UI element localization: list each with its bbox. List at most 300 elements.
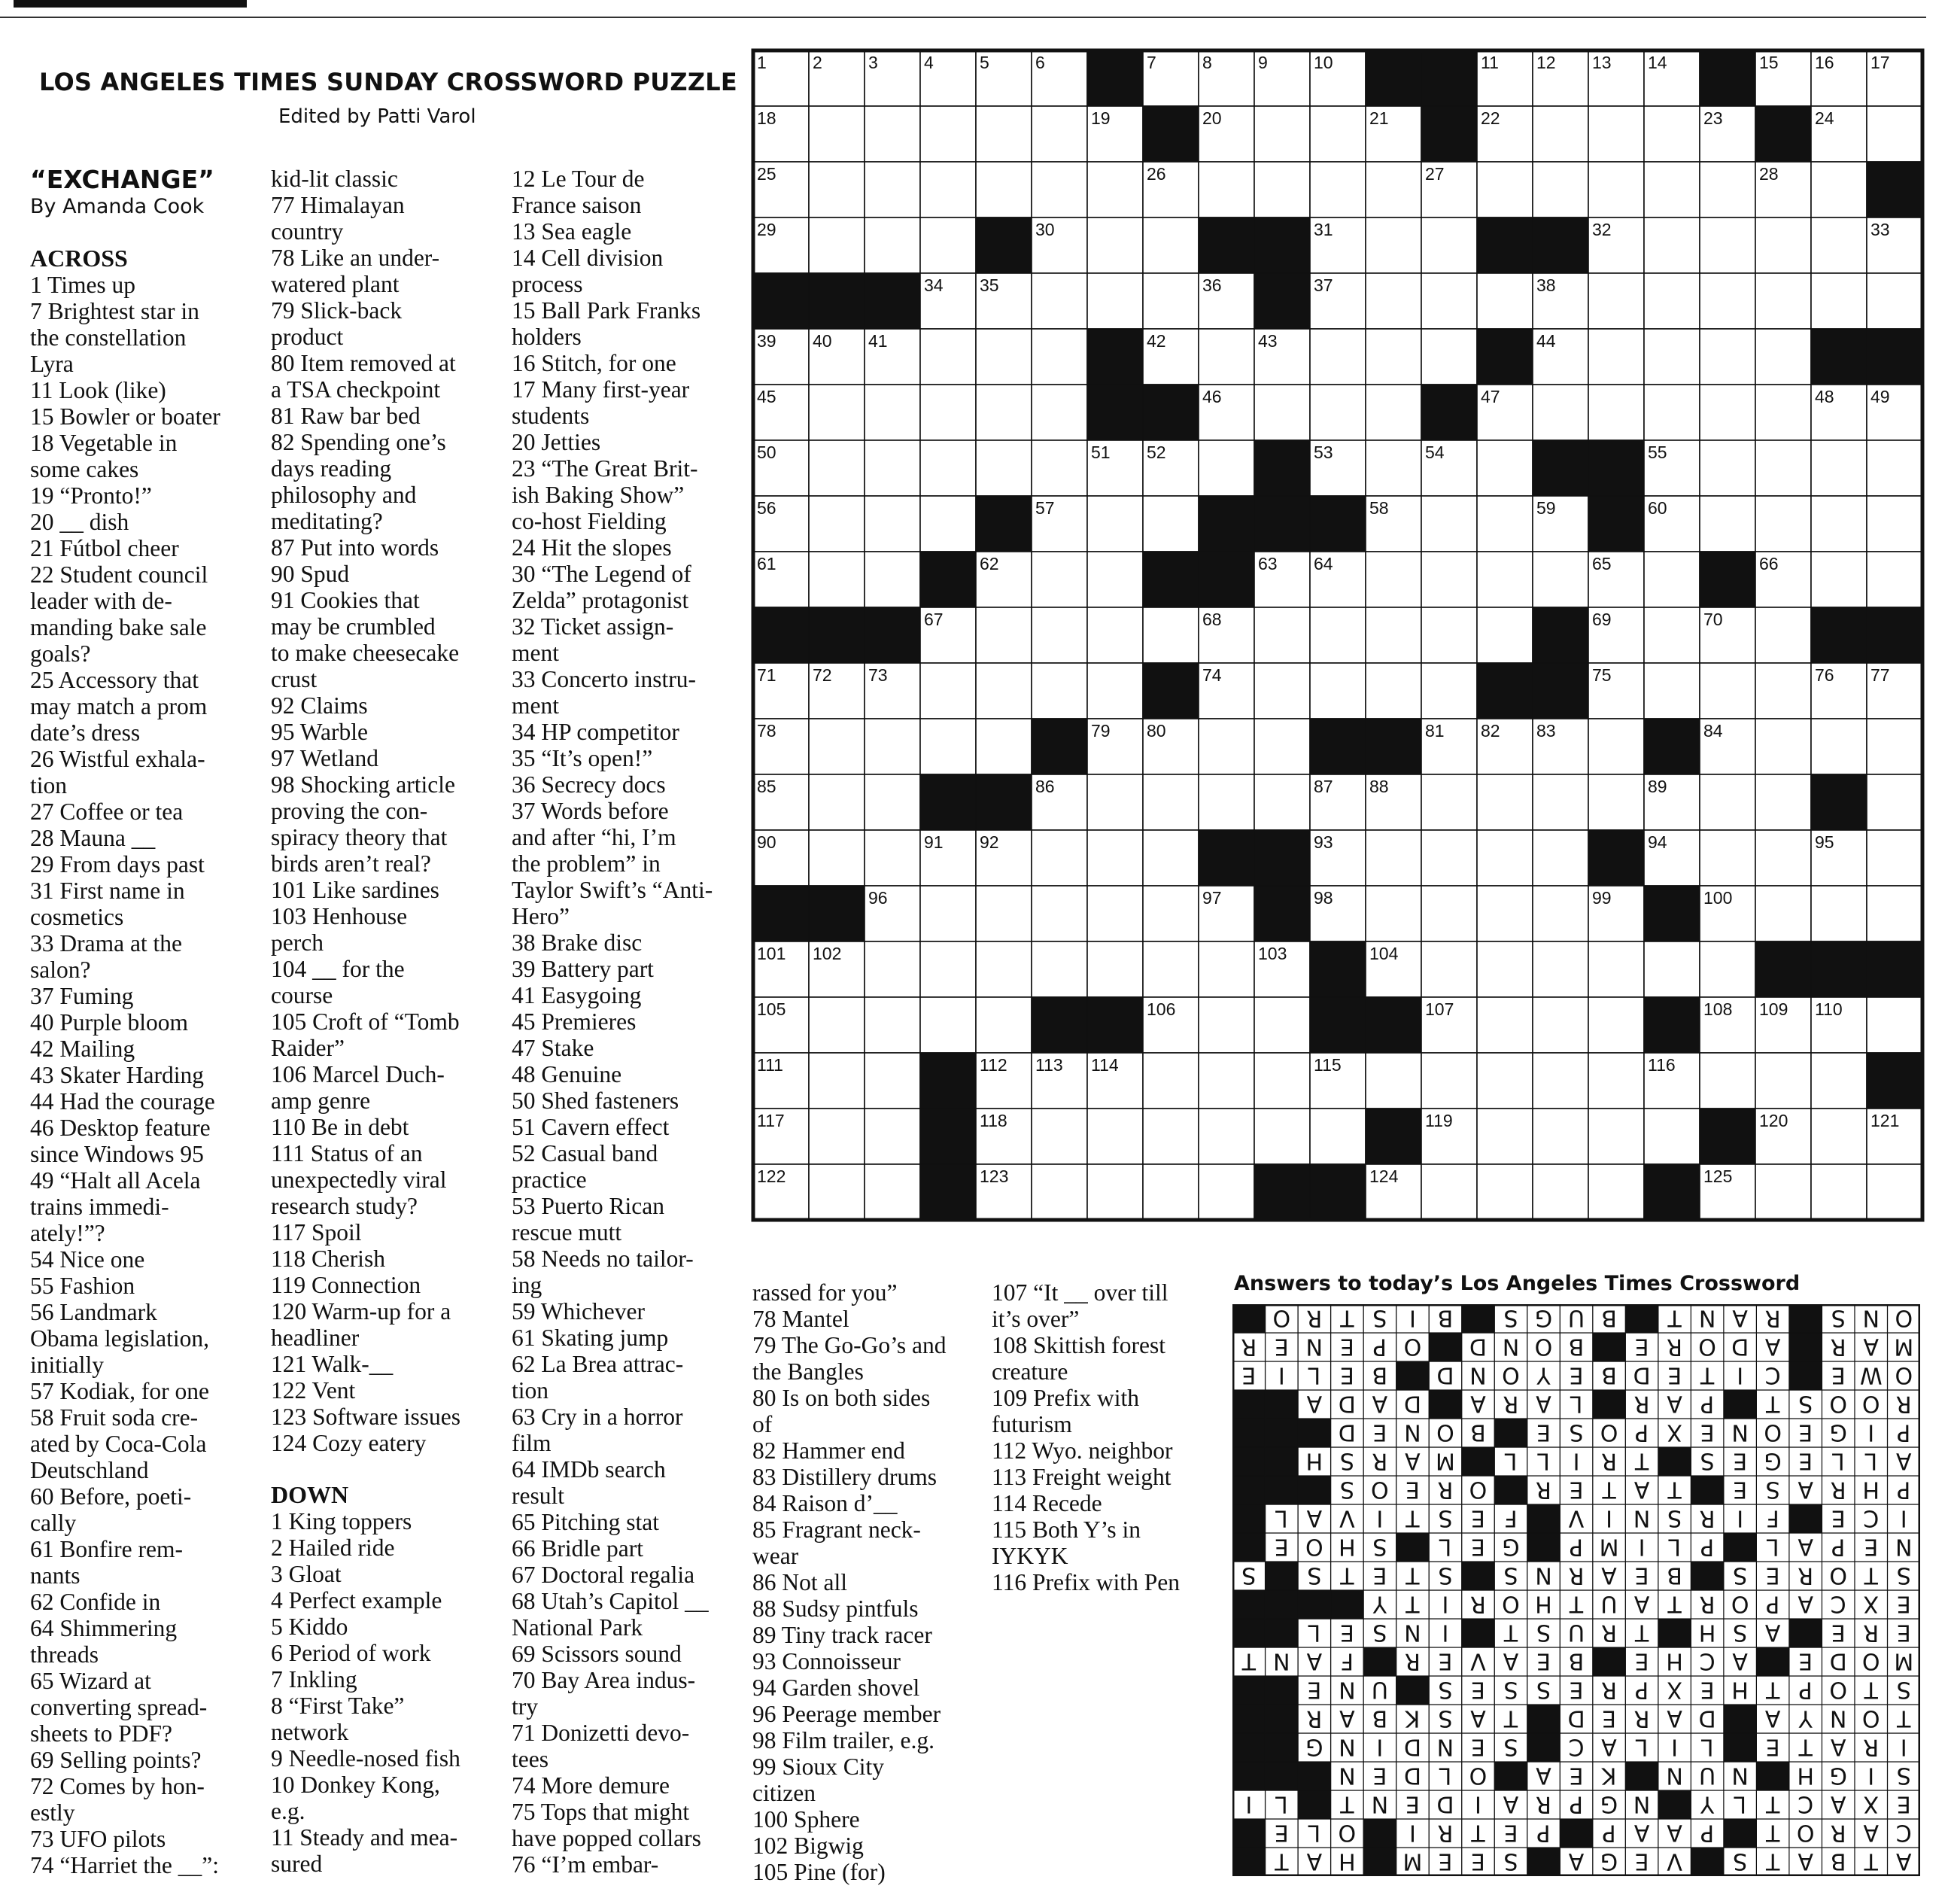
grid-cell[interactable] <box>1143 607 1199 663</box>
grid-cell[interactable] <box>1199 440 1254 496</box>
grid-cell[interactable] <box>1700 385 1755 440</box>
grid-cell[interactable] <box>1755 607 1811 663</box>
grid-cell[interactable] <box>1143 217 1199 273</box>
grid-cell[interactable] <box>1811 496 1867 552</box>
grid-cell[interactable] <box>1421 329 1477 385</box>
cell-number: 123 <box>980 1166 1009 1186</box>
grid-cell[interactable] <box>1533 1109 1588 1164</box>
grid-cell[interactable] <box>920 663 976 719</box>
grid-cell[interactable] <box>1700 217 1755 273</box>
grid-cell[interactable] <box>1700 496 1755 552</box>
grid-cell[interactable] <box>865 385 920 440</box>
grid-cell[interactable] <box>976 385 1032 440</box>
answer-letter: O <box>1698 1333 1716 1360</box>
grid-cell[interactable] <box>809 496 865 552</box>
answer-letter: U <box>1699 1762 1716 1789</box>
grid-cell[interactable] <box>1477 886 1533 941</box>
grid-cell[interactable] <box>1477 162 1533 217</box>
grid-cell[interactable] <box>1143 1109 1199 1164</box>
grid-cell[interactable] <box>1588 997 1644 1053</box>
answer-block <box>1724 1390 1757 1419</box>
grid-cell[interactable] <box>1867 886 1922 941</box>
grid-cell[interactable] <box>1366 1053 1421 1109</box>
grid-cell[interactable] <box>1087 496 1143 552</box>
grid-cell[interactable] <box>1366 162 1421 217</box>
grid-cell[interactable] <box>1588 162 1644 217</box>
clue-line: futurism <box>992 1411 1072 1437</box>
grid-cell[interactable] <box>1533 1053 1588 1109</box>
grid-cell[interactable] <box>1700 273 1755 329</box>
grid-cell[interactable] <box>1477 997 1533 1053</box>
grid-cell[interactable] <box>1366 440 1421 496</box>
grid-cell[interactable] <box>1421 663 1477 719</box>
grid-cell[interactable] <box>1366 607 1421 663</box>
grid-cell[interactable] <box>1755 440 1811 496</box>
grid-cell[interactable] <box>1867 1164 1922 1220</box>
answer-letter: P <box>1635 1676 1649 1703</box>
grid-cell[interactable] <box>1867 496 1922 552</box>
grid-cell[interactable] <box>809 552 865 607</box>
grid-cell[interactable] <box>1700 830 1755 886</box>
grid-cell[interactable] <box>1588 106 1644 162</box>
grid-cell[interactable] <box>976 663 1032 719</box>
grid-cell[interactable] <box>920 440 976 496</box>
grid-cell[interactable] <box>1700 440 1755 496</box>
grid-cell[interactable] <box>1087 830 1143 886</box>
grid-cell[interactable] <box>1867 106 1922 162</box>
grid-cell[interactable] <box>920 941 976 997</box>
grid-cell[interactable] <box>1533 162 1588 217</box>
grid-cell[interactable] <box>1533 830 1588 886</box>
grid-cell[interactable] <box>1867 774 1922 830</box>
grid-cell[interactable] <box>920 217 976 273</box>
grid-cell[interactable] <box>1588 1164 1644 1220</box>
grid-cell[interactable] <box>1087 273 1143 329</box>
grid-cell[interactable] <box>1421 496 1477 552</box>
grid-cell[interactable] <box>1032 329 1087 385</box>
grid-cell[interactable] <box>1700 941 1755 997</box>
answer-letter: A <box>1306 1504 1323 1531</box>
grid-cell[interactable] <box>1700 663 1755 719</box>
grid-cell[interactable] <box>1254 607 1310 663</box>
grid-cell[interactable] <box>1032 273 1087 329</box>
crossword-grid[interactable] <box>751 48 1925 1252</box>
grid-cell[interactable] <box>1533 997 1588 1053</box>
answer-letter: O <box>1305 1533 1323 1560</box>
grid-cell[interactable] <box>976 607 1032 663</box>
grid-cell[interactable] <box>1087 1109 1143 1164</box>
grid-cell[interactable] <box>865 941 920 997</box>
grid-cell[interactable] <box>1032 663 1087 719</box>
grid-cell[interactable] <box>1477 1053 1533 1109</box>
cell-number: 70 <box>1703 610 1723 629</box>
answer-letter: A <box>1633 1590 1650 1617</box>
grid-cell[interactable] <box>1366 886 1421 941</box>
grid-cell[interactable] <box>1533 1164 1588 1220</box>
clue-column-4 <box>752 1279 989 1885</box>
crossword-grid-svg[interactable] <box>751 48 1925 1222</box>
grid-cell[interactable] <box>1421 830 1477 886</box>
grid-cell[interactable] <box>809 1109 865 1164</box>
grid-cell[interactable] <box>1421 217 1477 273</box>
answer-letter: A <box>1798 1848 1813 1875</box>
answer-letter: N <box>1339 1676 1356 1703</box>
grid-cell[interactable] <box>1533 886 1588 941</box>
grid-cell[interactable] <box>1199 1053 1254 1109</box>
grid-cell[interactable] <box>1811 552 1867 607</box>
grid-cell[interactable] <box>976 719 1032 774</box>
grid-cell[interactable] <box>1421 941 1477 997</box>
grid-cell[interactable] <box>809 774 865 830</box>
grid-cell[interactable] <box>1755 663 1811 719</box>
grid-cell[interactable] <box>1143 1164 1199 1220</box>
grid-cell[interactable] <box>1310 385 1366 440</box>
grid-cell[interactable] <box>1477 273 1533 329</box>
answer-letter: X <box>1667 1676 1682 1703</box>
grid-cell[interactable] <box>1421 774 1477 830</box>
grid-cell[interactable] <box>865 496 920 552</box>
grid-cell[interactable] <box>1755 273 1811 329</box>
grid-cell[interactable] <box>1644 273 1700 329</box>
grid-cell[interactable] <box>1199 719 1254 774</box>
grid-cell[interactable] <box>1032 607 1087 663</box>
grid-cell[interactable] <box>1755 774 1811 830</box>
grid-cell[interactable] <box>1588 1109 1644 1164</box>
grid-cell[interactable] <box>1254 774 1310 830</box>
grid-cell[interactable] <box>865 1164 920 1220</box>
grid-cell[interactable] <box>1477 496 1533 552</box>
grid-cell[interactable] <box>1811 886 1867 941</box>
grid-cell[interactable] <box>920 106 976 162</box>
grid-cell[interactable] <box>1811 1164 1867 1220</box>
answer-block <box>1232 1619 1266 1647</box>
answer-letter: P <box>1569 1533 1584 1560</box>
grid-block <box>1254 217 1310 273</box>
grid-cell[interactable] <box>920 496 976 552</box>
grid-cell[interactable] <box>1087 941 1143 997</box>
cell-number: 8 <box>1202 53 1212 72</box>
grid-cell[interactable] <box>1087 663 1143 719</box>
grid-cell[interactable] <box>1254 997 1310 1053</box>
grid-cell[interactable] <box>1087 774 1143 830</box>
grid-cell[interactable] <box>1254 162 1310 217</box>
cell-number: 101 <box>757 944 786 963</box>
grid-cell[interactable] <box>1032 941 1087 997</box>
grid-cell[interactable] <box>1755 719 1811 774</box>
grid-cell[interactable] <box>809 1053 865 1109</box>
grid-cell[interactable] <box>1811 440 1867 496</box>
answer-letter: C <box>1830 1590 1846 1617</box>
grid-cell[interactable] <box>1644 1109 1700 1164</box>
grid-cell[interactable] <box>865 719 920 774</box>
clue-line: students <box>512 403 590 429</box>
cell-number: 108 <box>1703 999 1733 1019</box>
grid-cell[interactable] <box>809 830 865 886</box>
grid-cell[interactable] <box>1254 663 1310 719</box>
grid-cell[interactable] <box>865 1053 920 1109</box>
grid-cell[interactable] <box>1032 1109 1087 1164</box>
grid-cell[interactable] <box>1254 719 1310 774</box>
grid-block <box>1588 440 1644 496</box>
grid-cell[interactable] <box>1310 329 1366 385</box>
grid-cell[interactable] <box>809 719 865 774</box>
grid-cell[interactable] <box>1254 106 1310 162</box>
grid-cell[interactable] <box>1867 440 1922 496</box>
cell-number: 124 <box>1369 1166 1399 1186</box>
grid-cell[interactable] <box>1421 607 1477 663</box>
grid-cell[interactable] <box>1032 162 1087 217</box>
grid-cell[interactable] <box>1366 663 1421 719</box>
cell-number: 117 <box>757 1111 785 1130</box>
answer-letter: E <box>1372 1419 1387 1446</box>
grid-cell[interactable] <box>1588 719 1644 774</box>
grid-block <box>920 774 976 830</box>
grid-cell[interactable] <box>976 440 1032 496</box>
grid-cell[interactable] <box>1366 552 1421 607</box>
grid-cell[interactable] <box>1644 607 1700 663</box>
grid-cell[interactable] <box>1143 774 1199 830</box>
grid-cell[interactable] <box>1366 830 1421 886</box>
grid-cell[interactable] <box>1811 1053 1867 1109</box>
puzzle-editor: Edited by Patti Varol <box>278 105 476 128</box>
grid-cell[interactable] <box>1199 1164 1254 1220</box>
grid-cell[interactable] <box>865 440 920 496</box>
grid-cell[interactable] <box>1588 774 1644 830</box>
grid-cell[interactable] <box>1533 106 1588 162</box>
grid-cell[interactable] <box>1755 496 1811 552</box>
grid-cell[interactable] <box>1755 329 1811 385</box>
grid-cell[interactable] <box>1143 886 1199 941</box>
grid-cell[interactable] <box>1644 217 1700 273</box>
grid-cell[interactable] <box>1143 496 1199 552</box>
answer-block <box>1266 1447 1299 1476</box>
grid-cell[interactable] <box>1588 941 1644 997</box>
grid-cell[interactable] <box>1867 830 1922 886</box>
grid-cell[interactable] <box>1700 774 1755 830</box>
grid-cell[interactable] <box>1477 1109 1533 1164</box>
grid-cell[interactable] <box>809 162 865 217</box>
grid-cell[interactable] <box>1755 886 1811 941</box>
clue-line: 83 Distillery drums <box>752 1464 937 1490</box>
grid-cell[interactable] <box>1867 552 1922 607</box>
grid-cell[interactable] <box>1087 552 1143 607</box>
answer-letter: C <box>1568 1733 1585 1760</box>
grid-cell[interactable] <box>865 162 920 217</box>
grid-cell[interactable] <box>865 106 920 162</box>
clue-line: 82 Hammer end <box>752 1437 905 1464</box>
grid-cell[interactable] <box>1087 162 1143 217</box>
grid-cell[interactable] <box>1644 552 1700 607</box>
answer-letter: I <box>1737 1504 1744 1531</box>
answer-letter: A <box>1372 1390 1388 1417</box>
grid-cell[interactable] <box>1811 217 1867 273</box>
grid-cell[interactable] <box>809 385 865 440</box>
clue-line: citizen <box>752 1780 816 1806</box>
grid-cell[interactable] <box>1755 385 1811 440</box>
grid-cell[interactable] <box>920 997 976 1053</box>
grid-cell[interactable] <box>865 217 920 273</box>
grid-cell[interactable] <box>1811 719 1867 774</box>
grid-cell[interactable] <box>1588 273 1644 329</box>
grid-cell[interactable] <box>809 217 865 273</box>
grid-cell[interactable] <box>1310 1109 1366 1164</box>
grid-cell[interactable] <box>1477 774 1533 830</box>
answer-letter: O <box>1861 1705 1880 1732</box>
grid-cell[interactable] <box>1477 552 1533 607</box>
grid-cell[interactable] <box>1644 941 1700 997</box>
grid-cell[interactable] <box>1032 106 1087 162</box>
grid-cell[interactable] <box>1533 552 1588 607</box>
grid-cell[interactable] <box>1644 329 1700 385</box>
grid-cell[interactable] <box>1254 1053 1310 1109</box>
grid-block <box>1644 1164 1700 1220</box>
grid-cell[interactable] <box>1477 830 1533 886</box>
grid-cell[interactable] <box>1644 106 1700 162</box>
grid-cell[interactable] <box>976 941 1032 997</box>
grid-cell[interactable] <box>1366 217 1421 273</box>
cell-number: 55 <box>1648 443 1667 462</box>
grid-cell[interactable] <box>1032 830 1087 886</box>
grid-cell[interactable] <box>1755 830 1811 886</box>
grid-block <box>1310 496 1366 552</box>
clue-line: ish Baking Show” <box>512 482 685 508</box>
clue-line: 72 Comes by hon- <box>30 1773 205 1799</box>
grid-cell[interactable] <box>1755 217 1811 273</box>
grid-cell[interactable] <box>865 997 920 1053</box>
grid-cell[interactable] <box>1032 1164 1087 1220</box>
answer-letter: E <box>1569 1361 1584 1388</box>
grid-cell[interactable] <box>865 774 920 830</box>
grid-cell[interactable] <box>1366 273 1421 329</box>
grid-cell[interactable] <box>920 719 976 774</box>
grid-cell[interactable] <box>865 552 920 607</box>
answer-letter: S <box>1438 1504 1453 1531</box>
grid-cell[interactable] <box>976 886 1032 941</box>
grid-cell[interactable] <box>976 106 1032 162</box>
grid-cell[interactable] <box>1644 162 1700 217</box>
grid-cell[interactable] <box>865 830 920 886</box>
grid-cell[interactable] <box>1421 552 1477 607</box>
grid-cell[interactable] <box>1700 329 1755 385</box>
clue-line: rassed for you” <box>752 1279 898 1306</box>
answer-block <box>1625 1762 1658 1790</box>
grid-cell[interactable] <box>920 886 976 941</box>
grid-cell[interactable] <box>1087 217 1143 273</box>
grid-cell[interactable] <box>1254 385 1310 440</box>
grid-cell[interactable] <box>1199 997 1254 1053</box>
clue-line: 106 Marcel Duch- <box>271 1061 445 1087</box>
answer-letter: N <box>1339 1733 1356 1760</box>
answer-letter: D <box>1633 1361 1651 1388</box>
clue-line: 36 Secrecy docs <box>512 771 666 798</box>
grid-cell[interactable] <box>1310 607 1366 663</box>
grid-cell[interactable] <box>809 440 865 496</box>
grid-cell[interactable] <box>1867 273 1922 329</box>
grid-cell[interactable] <box>1700 1053 1755 1109</box>
grid-cell[interactable] <box>1533 941 1588 997</box>
grid-cell[interactable] <box>1087 1164 1143 1220</box>
grid-cell[interactable] <box>1644 385 1700 440</box>
grid-cell[interactable] <box>1254 1109 1310 1164</box>
grid-cell[interactable] <box>1588 329 1644 385</box>
grid-cell[interactable] <box>1644 663 1700 719</box>
answer-block <box>1266 1619 1299 1647</box>
grid-cell[interactable] <box>1032 552 1087 607</box>
grid-cell[interactable] <box>1588 385 1644 440</box>
grid-cell[interactable] <box>1310 663 1366 719</box>
grid-cell[interactable] <box>1310 106 1366 162</box>
grid-cell[interactable] <box>809 997 865 1053</box>
grid-cell[interactable] <box>1032 440 1087 496</box>
grid-cell[interactable] <box>1421 273 1477 329</box>
clue-line: 4 Perfect example <box>271 1587 442 1614</box>
grid-cell[interactable] <box>1199 774 1254 830</box>
grid-cell[interactable] <box>1811 273 1867 329</box>
grid-cell[interactable] <box>1533 774 1588 830</box>
grid-cell[interactable] <box>1366 385 1421 440</box>
grid-cell[interactable] <box>1199 941 1254 997</box>
grid-cell[interactable] <box>1421 1164 1477 1220</box>
grid-cell[interactable] <box>1032 886 1087 941</box>
grid-cell[interactable] <box>1867 997 1922 1053</box>
grid-cell[interactable] <box>1811 162 1867 217</box>
grid-cell[interactable] <box>1087 886 1143 941</box>
grid-cell[interactable] <box>1143 273 1199 329</box>
grid-cell[interactable] <box>865 1109 920 1164</box>
grid-cell[interactable] <box>1755 1164 1811 1220</box>
grid-cell[interactable] <box>1533 385 1588 440</box>
grid-cell[interactable] <box>976 997 1032 1053</box>
grid-cell[interactable] <box>1087 607 1143 663</box>
grid-cell[interactable] <box>1700 162 1755 217</box>
grid-cell[interactable] <box>1310 162 1366 217</box>
grid-cell[interactable] <box>976 162 1032 217</box>
grid-cell[interactable] <box>1143 941 1199 997</box>
grid-cell[interactable] <box>1366 329 1421 385</box>
answer-letter: O <box>1403 1333 1422 1360</box>
grid-cell[interactable] <box>1477 941 1533 997</box>
grid-cell[interactable] <box>1199 162 1254 217</box>
clue-line: sheets to PDF? <box>30 1720 172 1747</box>
grid-cell[interactable] <box>1755 1053 1811 1109</box>
grid-cell[interactable] <box>920 162 976 217</box>
grid-block <box>1199 830 1254 886</box>
cell-number: 100 <box>1703 888 1733 908</box>
grid-cell[interactable] <box>1199 1109 1254 1164</box>
grid-cell[interactable] <box>920 385 976 440</box>
grid-cell[interactable] <box>1199 329 1254 385</box>
grid-cell[interactable] <box>1421 886 1477 941</box>
grid-cell[interactable] <box>809 1164 865 1220</box>
grid-cell[interactable] <box>1477 1164 1533 1220</box>
grid-cell[interactable] <box>1867 719 1922 774</box>
grid-cell[interactable] <box>920 329 976 385</box>
grid-cell[interactable] <box>1143 830 1199 886</box>
answer-letter: R <box>1667 1333 1683 1360</box>
answer-letter: O <box>1764 1419 1782 1446</box>
clue-line: 58 Needs no tailor- <box>512 1246 694 1272</box>
answer-letter: A <box>1798 1533 1813 1560</box>
grid-cell[interactable] <box>1143 1053 1199 1109</box>
grid-cell[interactable] <box>1588 1053 1644 1109</box>
grid-cell[interactable] <box>1477 607 1533 663</box>
grid-cell[interactable] <box>1811 1109 1867 1164</box>
grid-cell[interactable] <box>809 106 865 162</box>
grid-cell[interactable] <box>1421 1053 1477 1109</box>
grid-cell[interactable] <box>1032 385 1087 440</box>
grid-cell[interactable] <box>1477 440 1533 496</box>
grid-cell[interactable] <box>976 329 1032 385</box>
